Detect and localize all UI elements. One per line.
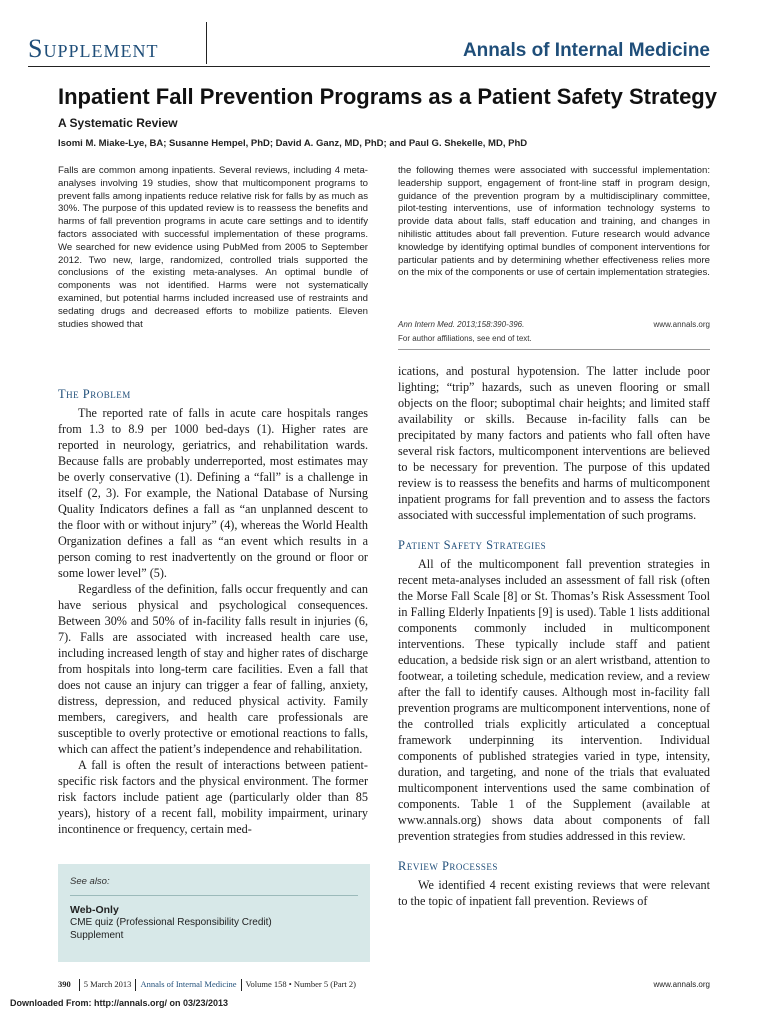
see-also-link-cme-quiz[interactable]: CME quiz (Professional Responsibility Credit)	[70, 917, 272, 928]
abstract-right-column	[398, 165, 710, 280]
body-left-column	[58, 386, 368, 837]
footer-divider	[79, 979, 80, 991]
journal-name: Annals of Internal Medicine	[462, 40, 710, 61]
paragraph: The reported rate of falls in acute care hospitals ranges from 1.3 to 8.9 per 1000 bed-days (1). Higher rates are reported in neurology, geriatrics, and rehabilitation wards. Because falls are probably underreported, most estimates may be overly conservative (1). Defining a “fall” is a challenge in itself (2, 3). For example, the National Database of Nursing Quality Indicators defines a fall as “an unplanned descent to the floor with or without injury” (4), whereas the World Health Organization defines a fall as “an event which results in a person coming to rest inadvertently on the ground or floor or some lower level” (5).	[58, 406, 368, 580]
abstract-text-left: Falls are common among inpatients. Several reviews, including 4 meta-analyses involving 19 studies, show that multicomponent programs to prevent falls among inpatients reduce relative risk for falls by as much as 30%. The purpose of this updated review is to reassess the benefits and harms of fall prevention programs in acute care settings and to identify factors associated with successful implementation of these programs. We searched for new evidence using PubMed from 2005 to September 2012. Two new, large, randomized, controlled trials supported the conclusions of the existing meta-analyses. An optimal bundle of components was not identified. Harms were not systematically examined, but potential harms included increased use of restraints and sedating drugs and decreased efforts to mobilize patients. Eleven studies showed that	[58, 165, 368, 330]
see-also-link-supplement[interactable]: Supplement	[70, 930, 124, 941]
article-citation: Ann Intern Med. 2013;158:390-396.	[398, 320, 525, 329]
body-right-column	[398, 363, 710, 909]
issue-date: 5 March 2013	[83, 979, 132, 989]
see-also-label: See also:	[70, 876, 110, 887]
article-authors: Isomi M. Miake-Lye, BA; Susanne Hempel, PhD; David A. Ganz, MD, PhD; and Paul G. Shekelle, MD, PhD	[58, 138, 528, 149]
heading-review-processes: Review Processes	[398, 859, 498, 873]
header-divider-vertical	[206, 22, 207, 64]
article-subtitle: A Systematic Review	[58, 116, 178, 130]
article-title: Inpatient Fall Prevention Programs as a Patient Safety Strategy	[58, 84, 717, 109]
paragraph: Regardless of the definition, falls occur frequently and can have serious physical and psychological consequences. Between 30% and 50% of in-facility falls result in injuries (6, 7). Falls are associated with increased health care use, including increased length of stay and higher rates of discharge from hospitals into long-term care facilities. Even a fall that does not cause an injury can trigger a fear of falling, anxiety, distress, depression, and reduced physical activity. Family members, caregivers, and health care professionals are susceptible to overly protective or emotional reactions to falls, which can affect the patient’s independence and rehabilitation.	[58, 582, 368, 756]
footer-divider	[241, 979, 242, 991]
heading-patient-safety-strategies: Patient Safety Strategies	[398, 538, 547, 552]
paragraph: We identified 4 recent existing reviews that were relevant to the topic of inpatient fall prevention. Reviews of	[398, 878, 710, 908]
paragraph: A fall is often the result of interactions between patient-specific risk factors and the physical environment. The former risk factors include patient age (particularly older than 85 years), history of a recent fall, mobility impairment, urinary incontinence or frequency, certain med-	[58, 758, 368, 836]
abstract-text-right: the following themes were associated with successful implementation: leadership support, engagement of front-line staff in program design, guidance of the prevention program by a multidisciplinary committee, pilot-testing interventions, use of information technology systems to provide data about falls, staff education and training, and changes in nihilistic attitudes about fall prevention. Future research would advance knowledge by identifying optimal bundles of component interventions for particular patients and by determining whether effectiveness relies more on the mix of the components or use of certain implementation strategies.	[398, 165, 710, 279]
see-also-divider	[70, 895, 358, 896]
abstract-divider	[398, 349, 710, 350]
paragraph: ications, and postural hypotension. The latter include poor lighting; “trip” hazards, such as uneven flooring or small objects on the floor; suboptimal chair heights; and limited staff availability or skills. Because in-facility falls can be precipitated by many factors and patients who fall often have several risk factors, multicomponent interventions are believed to be necessary for prevention. The purpose of this updated review is to reassess the benefits and harms of multicomponent inpatient programs for fall prevention and to assess the factors associated with successful implementation of such programs.	[398, 364, 710, 522]
paragraph: All of the multicomponent fall prevention strategies in recent meta-analyses included an assessment of fall risk (often the Morse Fall Scale [8] or St. Thomas’s Risk Assessment Tool in Falling Elderly Inpatients [9] is used). Table 1 lists additional components commonly included in multicomponent interventions. These typically include staff and patient education, a bedside risk sign or an alert wristband, attention to footwear, a toileting schedule, medication review, and a review after the fall to identify causes. Although most in-facility fall prevention programs are multicomponent interventions, none of the controlled trials explicitly articulated a conceptual framework underpinning its intervention. Individual components of published strategies varied in type, intensity, duration, and targeting, and none of the trials that evaluated multicomponent interventions used the same combination of components. Table 1 of the Supplement (available at www.annals.org) shows data about components of fall prevention strategies from studies addressed in this review.	[398, 557, 710, 843]
section-label: Supplement	[28, 34, 159, 63]
web-only-label: Web-Only	[70, 904, 119, 916]
page-footer	[58, 979, 356, 991]
download-stamp: Downloaded From: http://annals.org/ on 03/23/2013	[10, 998, 229, 1008]
see-also-box	[58, 864, 370, 962]
issue-volume: Volume 158 • Number 5 (Part 2)	[245, 979, 356, 989]
heading-the-problem: The Problem	[58, 387, 131, 401]
header-divider-horizontal	[28, 66, 710, 67]
page-number: 390	[58, 979, 71, 989]
journal-url[interactable]: www.annals.org	[653, 320, 710, 329]
footer-divider	[135, 979, 136, 991]
footer-url[interactable]: www.annals.org	[653, 980, 710, 989]
footer-journal-name: Annals of Internal Medicine	[140, 979, 237, 989]
abstract-left-column	[58, 165, 368, 331]
affiliation-note: For author affiliations, see end of text.	[398, 334, 532, 343]
